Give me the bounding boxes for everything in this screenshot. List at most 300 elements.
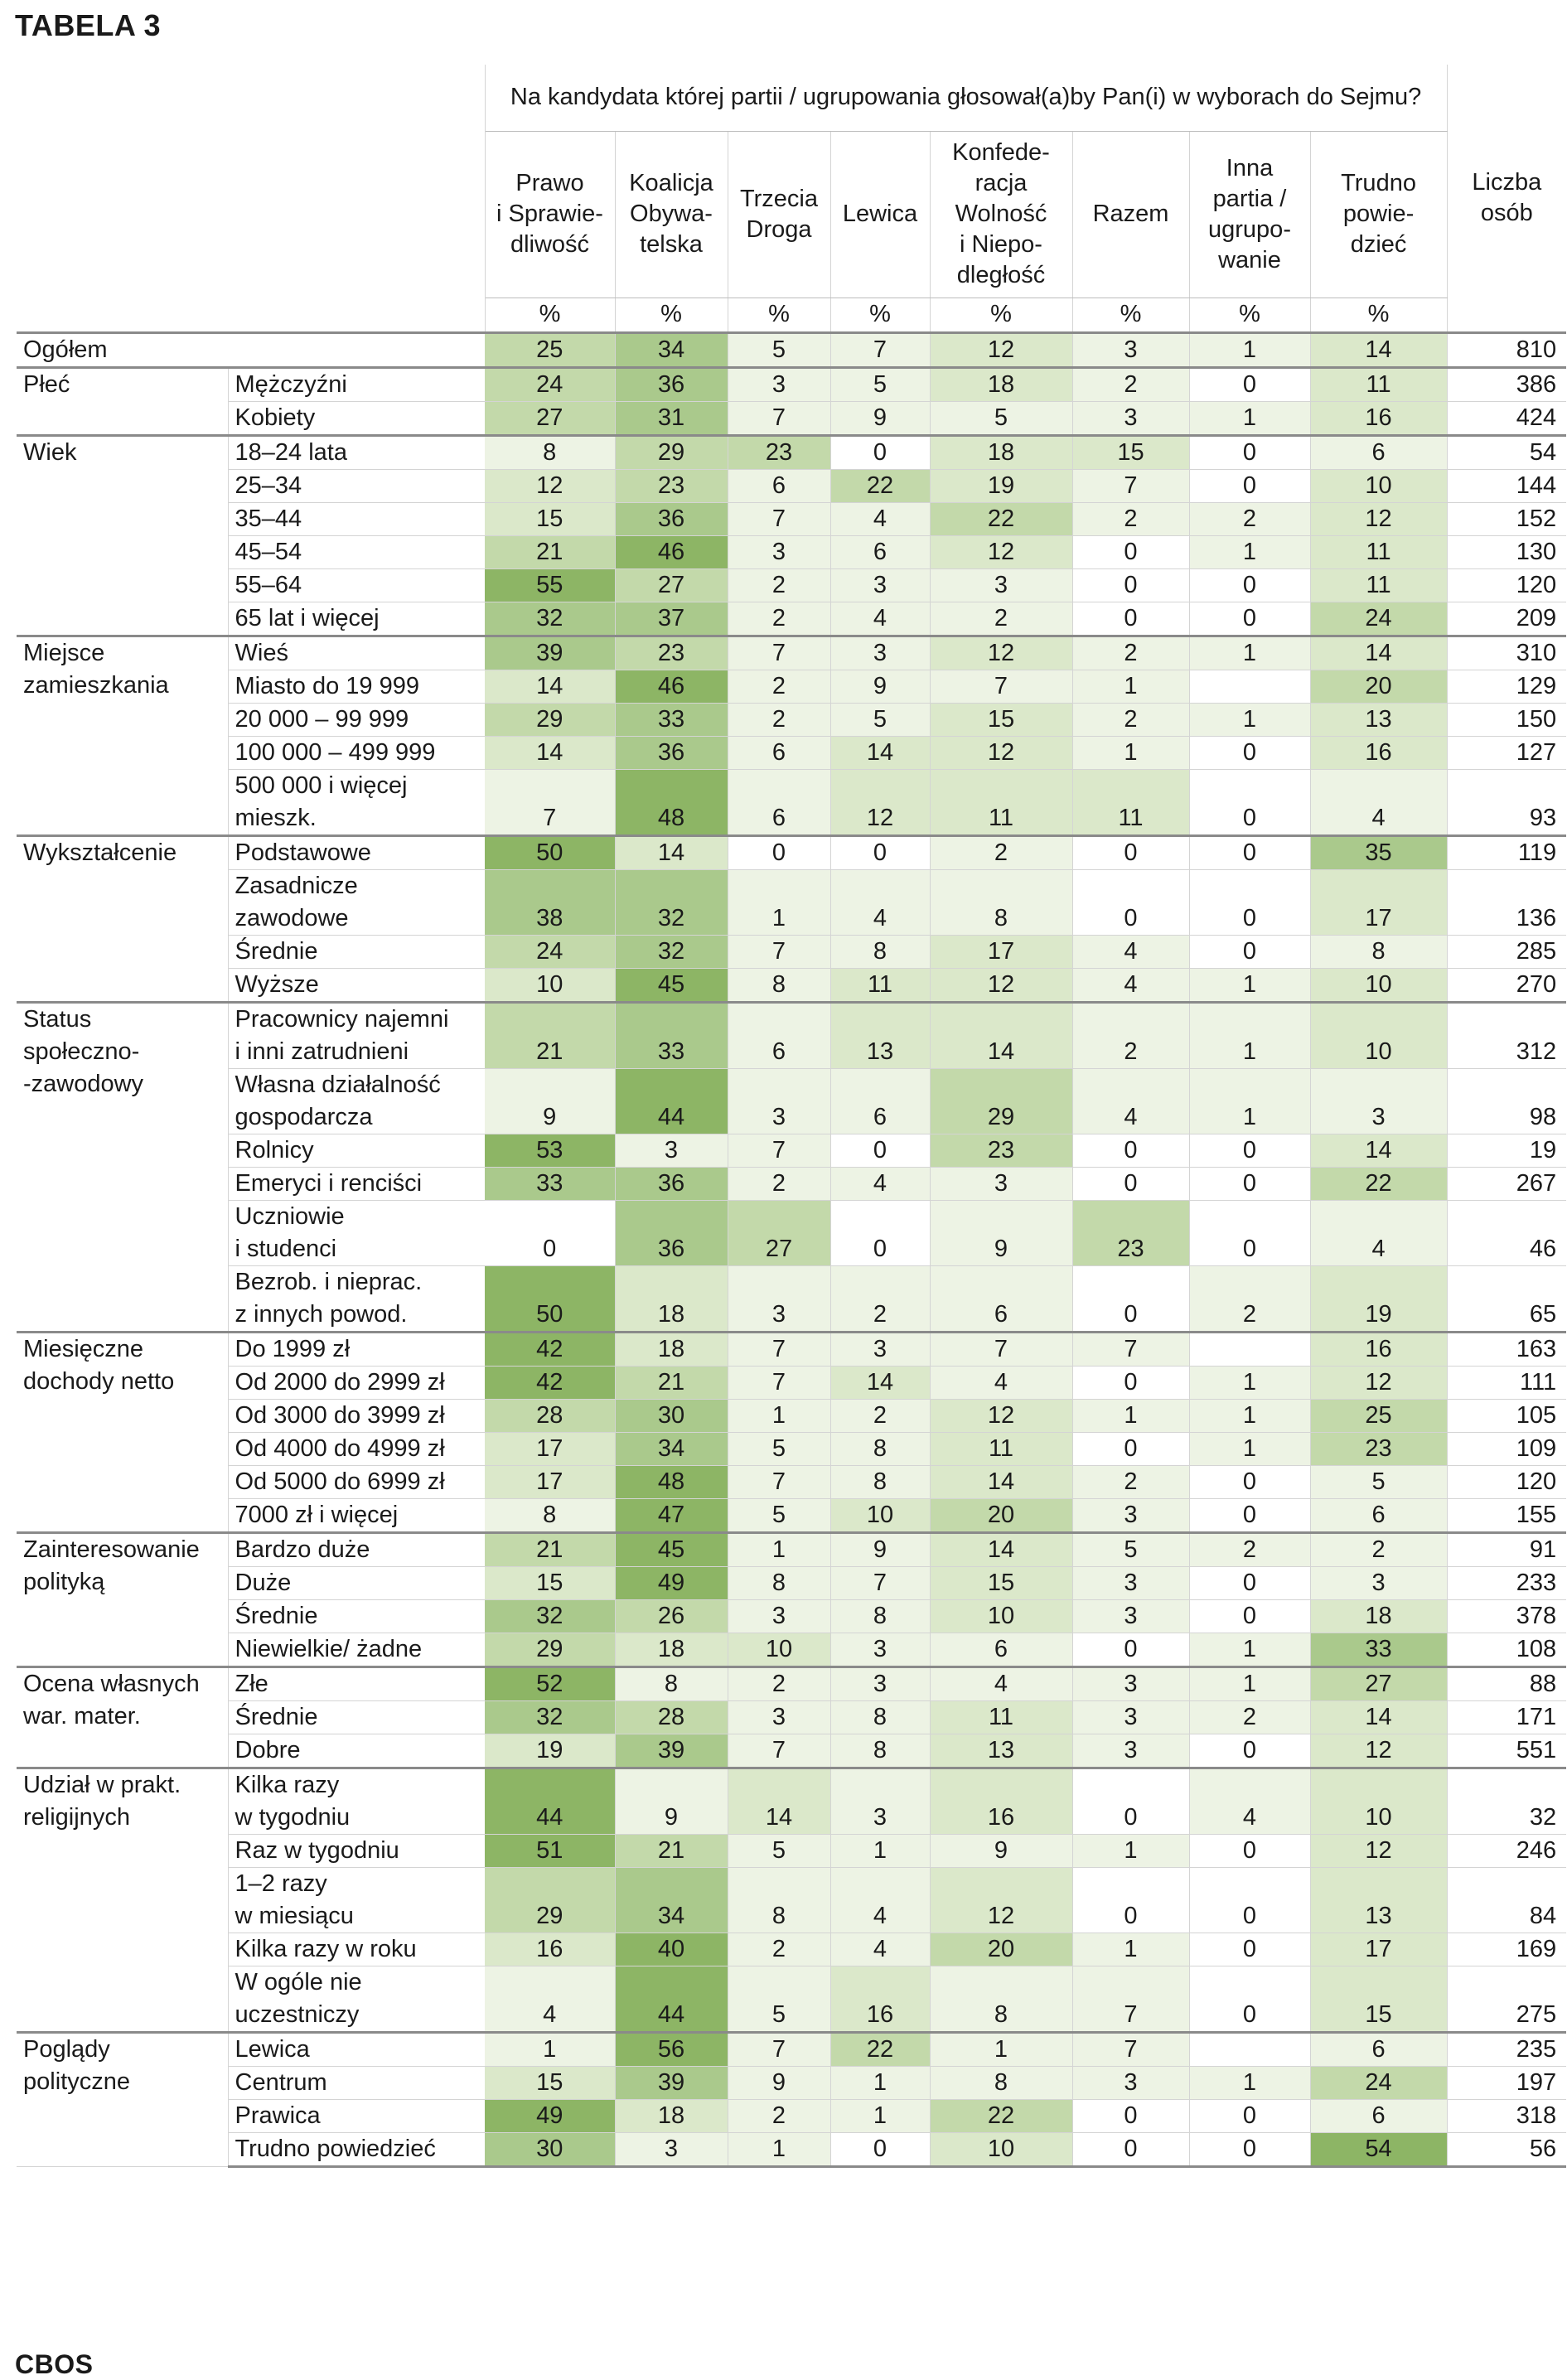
value-cell: 10 (830, 1498, 930, 1532)
value-cell: 21 (615, 1834, 728, 1867)
table-row (17, 1966, 1566, 2032)
value-cell: 32 (485, 1700, 615, 1734)
value-cell: 4 (1072, 935, 1189, 968)
value-cell: 4 (485, 1966, 615, 2032)
table-row (17, 736, 1566, 769)
value-cell: 9 (830, 401, 930, 435)
value-cell: 5 (728, 332, 830, 367)
value-cell: 14 (1310, 332, 1447, 367)
count-cell: 318 (1447, 2099, 1566, 2132)
value-cell: 15 (1072, 435, 1189, 469)
value-cell: 50 (485, 835, 615, 869)
value-cell: 2 (1310, 1532, 1447, 1566)
value-cell: 25 (485, 332, 615, 367)
group-label: Miesięczne dochody netto (17, 1332, 228, 1532)
value-cell: 0 (1189, 1966, 1310, 2032)
row-label: Mężczyźni (228, 367, 485, 401)
value-cell: 42 (485, 1332, 615, 1366)
value-cell: 0 (1189, 935, 1310, 968)
value-cell: 11 (1072, 769, 1189, 835)
value-cell: 1 (1189, 1666, 1310, 1700)
count-cell: 88 (1447, 1666, 1566, 1700)
value-cell: 12 (485, 469, 615, 502)
count-cell: 270 (1447, 968, 1566, 1002)
value-cell: 14 (930, 1532, 1072, 1566)
value-cell: 5 (930, 401, 1072, 435)
row-label: Miasto do 19 999 (228, 670, 485, 703)
row-label: 18–24 lata (228, 435, 485, 469)
value-cell: 5 (830, 367, 930, 401)
value-cell: 2 (728, 1933, 830, 1966)
value-cell: 14 (1310, 636, 1447, 670)
value-cell: 0 (1072, 535, 1189, 568)
value-cell: 13 (1310, 703, 1447, 736)
value-cell: 10 (728, 1633, 830, 1666)
value-cell: 8 (930, 1966, 1072, 2032)
value-cell: 0 (1189, 869, 1310, 935)
count-cell: 56 (1447, 2132, 1566, 2166)
value-cell: 0 (1072, 1633, 1189, 1666)
value-cell: 14 (485, 670, 615, 703)
table-row (17, 1933, 1566, 1966)
row-label: Średnie (228, 1700, 485, 1734)
count-cell: 105 (1447, 1399, 1566, 1432)
value-cell: 46 (615, 535, 728, 568)
party-header: Koalicja Obywa- telska (615, 131, 728, 298)
row-label: 25–34 (228, 469, 485, 502)
value-cell: 0 (1189, 1566, 1310, 1599)
row-label: Niewielkie/ żadne (228, 1633, 485, 1666)
value-cell: 3 (830, 1666, 930, 1700)
value-cell: 3 (728, 535, 830, 568)
count-cell: 285 (1447, 935, 1566, 968)
value-cell: 39 (485, 636, 615, 670)
value-cell: 7 (728, 1366, 830, 1399)
value-cell: 33 (615, 1002, 728, 1068)
value-cell: 19 (1310, 1265, 1447, 1332)
count-cell: 312 (1447, 1002, 1566, 1068)
value-cell: 12 (1310, 502, 1447, 535)
value-cell: 0 (1189, 1167, 1310, 1200)
group-label: Płeć (17, 367, 228, 435)
percent-marker: % (1189, 298, 1310, 332)
value-cell: 8 (830, 935, 930, 968)
value-cell: 4 (1072, 968, 1189, 1002)
value-cell: 2 (930, 835, 1072, 869)
value-cell: 30 (485, 2132, 615, 2166)
value-cell: 21 (485, 1002, 615, 1068)
value-cell: 4 (830, 1167, 930, 1200)
value-cell: 8 (830, 1734, 930, 1768)
count-cell: 275 (1447, 1966, 1566, 2032)
row-label: 1–2 razy w miesiącu (228, 1867, 485, 1933)
value-cell: 1 (1189, 1432, 1310, 1465)
row-label: Uczniowie i studenci (228, 1200, 485, 1265)
party-header: Inna partia / ugrupo- wanie (1189, 131, 1310, 298)
row-label: 20 000 – 99 999 (228, 703, 485, 736)
value-cell: 55 (485, 568, 615, 602)
value-cell: 0 (485, 1200, 615, 1265)
value-cell: 7 (1072, 2032, 1189, 2066)
value-cell: 7 (930, 670, 1072, 703)
value-cell: 11 (830, 968, 930, 1002)
value-cell: 4 (930, 1666, 1072, 1700)
value-cell: 24 (485, 367, 615, 401)
value-cell: 22 (1310, 1167, 1447, 1200)
value-cell: 16 (485, 1933, 615, 1966)
value-cell: 14 (930, 1002, 1072, 1068)
count-cell: 233 (1447, 1566, 1566, 1599)
value-cell: 1 (1189, 332, 1310, 367)
party-header: Trzecia Droga (728, 131, 830, 298)
header-corner (17, 65, 485, 332)
value-cell: 4 (1072, 1068, 1189, 1134)
value-cell: 6 (728, 769, 830, 835)
row-label: Trudno powiedzieć (228, 2132, 485, 2166)
value-cell: 0 (830, 435, 930, 469)
value-cell: 47 (615, 1498, 728, 1532)
value-cell: 3 (830, 1768, 930, 1834)
table-row (17, 1532, 1566, 1566)
table-row (17, 1332, 1566, 1366)
value-cell: 14 (830, 1366, 930, 1399)
value-cell: 2 (1072, 1465, 1189, 1498)
value-cell: 14 (930, 1465, 1072, 1498)
value-cell: 2 (1072, 703, 1189, 736)
value-cell: 3 (1072, 332, 1189, 367)
value-cell: 3 (830, 1633, 930, 1666)
value-cell: 0 (1189, 1867, 1310, 1933)
value-cell: 0 (1189, 1734, 1310, 1768)
value-cell: 17 (1310, 1933, 1447, 1966)
table-row (17, 636, 1566, 670)
value-cell: 56 (615, 2032, 728, 2066)
row-label: Kilka razy w tygodniu (228, 1768, 485, 1834)
table-row (17, 435, 1566, 469)
value-cell: 3 (930, 1167, 1072, 1200)
value-cell: 0 (1189, 1933, 1310, 1966)
value-cell: 5 (728, 1498, 830, 1532)
value-cell: 1 (485, 2032, 615, 2066)
value-cell: 14 (830, 736, 930, 769)
count-cell: 46 (1447, 1200, 1566, 1265)
value-cell: 5 (1072, 1532, 1189, 1566)
value-cell: 0 (1072, 1768, 1189, 1834)
percent-marker: % (1072, 298, 1189, 332)
value-cell: 6 (728, 736, 830, 769)
value-cell: 2 (728, 703, 830, 736)
value-cell: 12 (830, 769, 930, 835)
value-cell: 32 (615, 935, 728, 968)
value-cell: 42 (485, 1366, 615, 1399)
value-cell: 7 (728, 401, 830, 435)
value-cell: 6 (728, 469, 830, 502)
value-cell: 6 (930, 1265, 1072, 1332)
group-label: Wiek (17, 435, 228, 636)
value-cell: 23 (1072, 1200, 1189, 1265)
row-label: Wyższe (228, 968, 485, 1002)
value-cell: 2 (930, 602, 1072, 636)
value-cell: 1 (1189, 401, 1310, 435)
table-row (17, 1498, 1566, 1532)
row-label: 55–64 (228, 568, 485, 602)
value-cell: 1 (1072, 1399, 1189, 1432)
value-cell: 9 (930, 1200, 1072, 1265)
value-cell: 0 (1072, 2099, 1189, 2132)
value-cell: 0 (1189, 1834, 1310, 1867)
table-row (17, 703, 1566, 736)
value-cell: 14 (1310, 1700, 1447, 1734)
value-cell: 7 (728, 636, 830, 670)
value-cell: 0 (1072, 1167, 1189, 1200)
value-cell: 8 (830, 1432, 930, 1465)
table-row (17, 502, 1566, 535)
value-cell: 0 (830, 835, 930, 869)
value-cell: 17 (485, 1465, 615, 1498)
value-cell: 0 (1189, 367, 1310, 401)
value-cell: 3 (830, 1332, 930, 1366)
count-cell: 810 (1447, 332, 1566, 367)
value-cell: 0 (1072, 869, 1189, 935)
value-cell: 1 (728, 869, 830, 935)
value-cell: 7 (830, 1566, 930, 1599)
value-cell: 8 (830, 1465, 930, 1498)
row-label: Wieś (228, 636, 485, 670)
count-cell: 144 (1447, 469, 1566, 502)
value-cell: 27 (615, 568, 728, 602)
value-cell: 11 (930, 1432, 1072, 1465)
group-label: Ocena własnych war. mater. (17, 1666, 228, 1768)
value-cell: 0 (830, 1200, 930, 1265)
table-row (17, 1867, 1566, 1933)
value-cell: 0 (1189, 2132, 1310, 2166)
value-cell: 35 (1310, 835, 1447, 869)
value-cell: 7 (728, 935, 830, 968)
value-cell: 50 (485, 1265, 615, 1332)
value-cell: 3 (728, 1599, 830, 1633)
value-cell: 1 (1072, 1834, 1189, 1867)
value-cell: 8 (485, 1498, 615, 1532)
value-cell: 3 (1072, 1700, 1189, 1734)
table-row (17, 1768, 1566, 1834)
value-cell: 10 (1310, 968, 1447, 1002)
value-cell: 36 (615, 367, 728, 401)
value-cell: 23 (615, 636, 728, 670)
value-cell: 18 (930, 435, 1072, 469)
table-row (17, 401, 1566, 435)
value-cell: 15 (1310, 1966, 1447, 2032)
value-cell: 4 (830, 1933, 930, 1966)
value-cell: 18 (615, 1633, 728, 1666)
value-cell: 23 (930, 1134, 1072, 1167)
value-cell: 2 (1189, 1265, 1310, 1332)
value-cell: 1 (1072, 736, 1189, 769)
value-cell: 7 (728, 1465, 830, 1498)
count-cell: 109 (1447, 1432, 1566, 1465)
value-cell: 12 (1310, 1734, 1447, 1768)
row-label: W ogóle nie uczestniczy (228, 1966, 485, 2032)
value-cell: 4 (830, 602, 930, 636)
count-cell: 155 (1447, 1498, 1566, 1532)
value-cell: 1 (1189, 1068, 1310, 1134)
value-cell: 12 (930, 332, 1072, 367)
value-cell: 20 (930, 1498, 1072, 1532)
value-cell: 20 (930, 1933, 1072, 1966)
value-cell: 26 (615, 1599, 728, 1633)
value-cell: 17 (930, 935, 1072, 968)
value-cell: 37 (615, 602, 728, 636)
table-row (17, 469, 1566, 502)
value-cell: 29 (485, 1867, 615, 1933)
table-title: TABELA 3 (15, 8, 162, 42)
value-cell: 12 (1310, 1834, 1447, 1867)
row-label: Od 4000 do 4999 zł (228, 1432, 485, 1465)
value-cell: 0 (1072, 568, 1189, 602)
value-cell: 53 (485, 1134, 615, 1167)
count-cell: 130 (1447, 535, 1566, 568)
value-cell: 23 (615, 469, 728, 502)
value-cell: 0 (830, 2132, 930, 2166)
value-cell: 45 (615, 968, 728, 1002)
value-cell: 12 (930, 968, 1072, 1002)
count-cell: 65 (1447, 1265, 1566, 1332)
count-cell: 111 (1447, 1366, 1566, 1399)
value-cell: 5 (728, 1834, 830, 1867)
count-cell: 98 (1447, 1068, 1566, 1134)
value-cell: 23 (1310, 1432, 1447, 1465)
value-cell: 11 (1310, 568, 1447, 602)
value-cell: 2 (1072, 636, 1189, 670)
value-cell: 1 (728, 1532, 830, 1566)
value-cell: 10 (485, 968, 615, 1002)
value-cell: 2 (830, 1399, 930, 1432)
row-label: Średnie (228, 935, 485, 968)
value-cell: 2 (728, 2099, 830, 2132)
value-cell: 0 (1072, 1432, 1189, 1465)
value-cell: 9 (485, 1068, 615, 1134)
value-cell: 3 (1072, 1666, 1189, 1700)
value-cell: 4 (1189, 1768, 1310, 1834)
value-cell: 9 (615, 1768, 728, 1834)
row-label: Dobre (228, 1734, 485, 1768)
value-cell: 14 (485, 736, 615, 769)
row-label: Bezrob. i nieprac. z innych powod. (228, 1265, 485, 1332)
count-cell: 267 (1447, 1167, 1566, 1200)
count-cell: 235 (1447, 2032, 1566, 2066)
value-cell: 18 (615, 1332, 728, 1366)
value-cell: 14 (728, 1768, 830, 1834)
value-cell: 34 (615, 332, 728, 367)
percent-marker: % (615, 298, 728, 332)
row-label: 100 000 – 499 999 (228, 736, 485, 769)
value-cell: 2 (728, 1167, 830, 1200)
row-label: Podstawowe (228, 835, 485, 869)
value-cell: 3 (1072, 1599, 1189, 1633)
value-cell: 3 (1310, 1566, 1447, 1599)
value-cell: 1 (1189, 636, 1310, 670)
value-cell: 1 (1189, 1633, 1310, 1666)
table-row (17, 1566, 1566, 1599)
value-cell: 16 (1310, 401, 1447, 435)
count-cell: 136 (1447, 869, 1566, 935)
value-cell: 9 (930, 1834, 1072, 1867)
value-cell: 15 (485, 1566, 615, 1599)
count-cell: 169 (1447, 1933, 1566, 1966)
value-cell: 39 (615, 2066, 728, 2099)
count-cell: 152 (1447, 502, 1566, 535)
party-header: Prawo i Sprawie- dliwość (485, 131, 615, 298)
value-cell: 4 (1310, 769, 1447, 835)
row-label: Od 2000 do 2999 zł (228, 1366, 485, 1399)
percent-marker: % (930, 298, 1072, 332)
value-cell: 2 (1189, 1532, 1310, 1566)
value-cell: 10 (1310, 469, 1447, 502)
count-cell: 84 (1447, 1867, 1566, 1933)
value-cell: 0 (1072, 1134, 1189, 1167)
party-header: Lewica (830, 131, 930, 298)
percent-marker: % (830, 298, 930, 332)
value-cell: 8 (485, 435, 615, 469)
table-row (17, 2032, 1566, 2066)
party-header: Razem (1072, 131, 1189, 298)
value-cell: 8 (830, 1599, 930, 1633)
value-cell: 16 (830, 1966, 930, 2032)
table-row (17, 935, 1566, 968)
value-cell: 49 (615, 1566, 728, 1599)
group-label: Zainteresowanie polityką (17, 1532, 228, 1666)
value-cell: 6 (1310, 1498, 1447, 1532)
table-row (17, 2099, 1566, 2132)
value-cell: 2 (728, 602, 830, 636)
value-cell: 2 (1072, 1002, 1189, 1068)
value-cell: 8 (930, 869, 1072, 935)
value-cell: 18 (615, 1265, 728, 1332)
value-cell: 12 (930, 736, 1072, 769)
value-cell: 46 (615, 670, 728, 703)
value-cell: 7 (728, 502, 830, 535)
value-cell: 6 (728, 1002, 830, 1068)
table-row (17, 332, 1566, 367)
value-cell: 3 (615, 2132, 728, 2166)
value-cell: 3 (728, 1700, 830, 1734)
row-label: 7000 zł i więcej (228, 1498, 485, 1532)
value-cell: 44 (615, 1068, 728, 1134)
value-cell (1189, 1332, 1310, 1366)
value-cell: 36 (615, 1200, 728, 1265)
table-row (17, 670, 1566, 703)
row-label: Pracownicy najemni i inni zatrudnieni (228, 1002, 485, 1068)
value-cell: 29 (615, 435, 728, 469)
value-cell: 28 (615, 1700, 728, 1734)
value-cell: 13 (830, 1002, 930, 1068)
count-cell: 93 (1447, 769, 1566, 835)
value-cell: 27 (728, 1200, 830, 1265)
table-row (17, 1734, 1566, 1768)
value-cell: 10 (930, 1599, 1072, 1633)
count-cell: 120 (1447, 568, 1566, 602)
value-cell: 1 (830, 2066, 930, 2099)
value-cell: 1 (1189, 703, 1310, 736)
value-cell: 2 (728, 568, 830, 602)
value-cell: 18 (615, 2099, 728, 2132)
count-cell: 171 (1447, 1700, 1566, 1734)
count-cell: 386 (1447, 367, 1566, 401)
value-cell: 16 (1310, 1332, 1447, 1366)
count-cell: 378 (1447, 1599, 1566, 1633)
value-cell: 0 (1072, 602, 1189, 636)
value-cell: 6 (930, 1633, 1072, 1666)
value-cell: 34 (615, 1867, 728, 1933)
